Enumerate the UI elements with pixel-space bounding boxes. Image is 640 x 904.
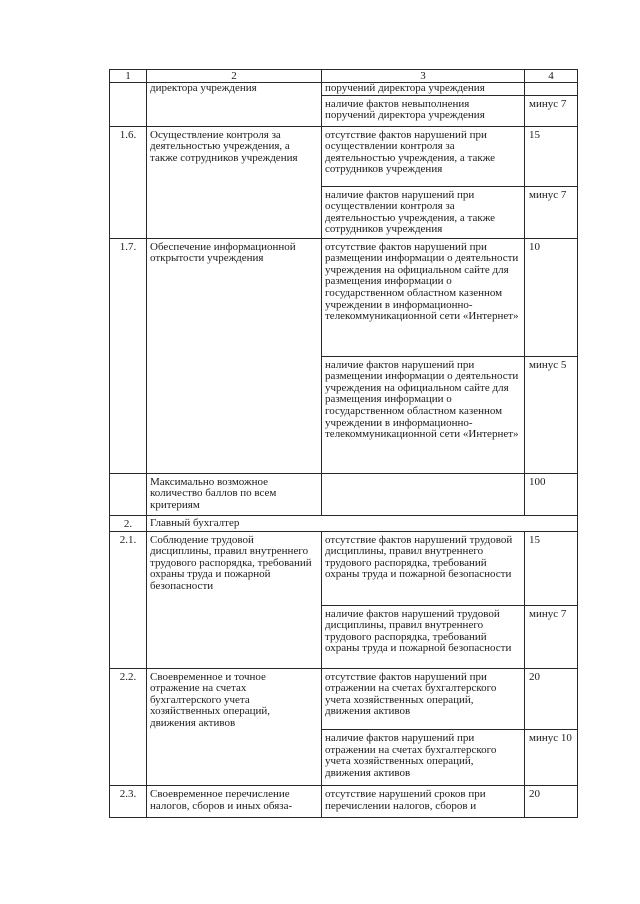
table-row: [110, 186, 578, 238]
criterion-condition: отсутствие фактов нарушений при осуществлении контроля за деятельностью учреждения, а также сотрудников учреждения: [322, 126, 525, 186]
column-number-4: 4: [525, 70, 578, 83]
criterion-name: Обеспечение информационной открытости учреждения: [147, 238, 322, 356]
item-number: [110, 83, 147, 96]
table-row: [110, 95, 578, 126]
item-number: 2.3.: [110, 786, 147, 818]
criterion-points: 15: [525, 126, 578, 186]
criterion-name: Соблюдение трудовой дисциплины, правил внутреннего трудового распорядка, требований охраны труда и пожарной безопасности: [147, 531, 322, 605]
criterion-condition: отсутствие нарушений сроков при перечислении налогов, сборов и: [322, 786, 525, 818]
table-row: [110, 356, 578, 473]
criterion-name: [147, 730, 322, 786]
column-number-3: 3: [322, 70, 525, 83]
criterion-condition: отсутствие фактов нарушений при размещении информации о деятельности учреждения на официальном сайте для размещения информации о государственном областном казенном учреждении в информационно-телекоммуникационной сети «Интернет»: [322, 238, 525, 356]
criterion-points: минус 7: [525, 186, 578, 238]
criterion-name: [147, 605, 322, 668]
column-number-2: 2: [147, 70, 322, 83]
total-label: Максимально возможное количество баллов по всем критериям: [147, 473, 322, 515]
column-number-row: [110, 70, 578, 83]
criterion-name: Своевременное и точное отражение на счетах бухгалтерского учета хозяйственных операций, движения активов: [147, 668, 322, 729]
criterion-condition: отсутствие фактов нарушений при отражении на счетах бухгалтерского учета хозяйственных операций, движения активов: [322, 668, 525, 729]
criterion-condition: наличие фактов нарушений при осуществлении контроля за деятельностью учреждения, а также сотрудников учреждения: [322, 186, 525, 238]
total-points: 100: [525, 473, 578, 515]
criterion-condition: наличие фактов нарушений при отражении на счетах бухгалтерского учета хозяйственных операций, движения активов: [322, 730, 525, 786]
table-row: [110, 238, 578, 356]
criterion-name: Осуществление контроля за деятельностью учреждения, а также сотрудников учреждения: [147, 126, 322, 186]
table-row: [110, 668, 578, 729]
table-row: [110, 730, 578, 786]
criteria-table: [109, 69, 578, 818]
item-number: [110, 95, 147, 126]
table-row: [110, 605, 578, 668]
criterion-name: [147, 95, 322, 126]
criterion-points: минус 7: [525, 95, 578, 126]
item-number: [110, 186, 147, 238]
item-number: 1.6.: [110, 126, 147, 186]
section-number: 2.: [110, 515, 147, 531]
criterion-points: 10: [525, 238, 578, 356]
criterion-name: Своевременное перечисление налогов, сборов и иных обяза-: [147, 786, 322, 818]
criterion-points: 20: [525, 668, 578, 729]
item-number: [110, 473, 147, 515]
item-number: 1.7.: [110, 238, 147, 356]
table-row: [110, 126, 578, 186]
criterion-points: 15: [525, 531, 578, 605]
table-row: [110, 473, 578, 515]
table-row: [110, 83, 578, 96]
criterion-condition: поручений директора учреждения: [322, 83, 525, 96]
criterion-points: минус 10: [525, 730, 578, 786]
criterion-name: [147, 356, 322, 473]
table-row: [110, 531, 578, 605]
criterion-points: минус 5: [525, 356, 578, 473]
item-number: [110, 730, 147, 786]
criterion-points: минус 7: [525, 605, 578, 668]
criterion-condition: наличие фактов нарушений трудовой дисциплины, правил внутреннего трудового распорядка, требований охраны труда и пожарной безопасности: [322, 605, 525, 668]
item-number: [110, 356, 147, 473]
item-number: 2.1.: [110, 531, 147, 605]
section-row: [110, 515, 578, 531]
item-number: [110, 605, 147, 668]
item-number: 2.2.: [110, 668, 147, 729]
criterion-condition: наличие фактов невыполнения поручений директора учреждения: [322, 95, 525, 126]
criterion-condition: наличие фактов нарушений при размещении информации о деятельности учреждения на официальном сайте для размещения информации о государственном областном казенном учреждении в информационно-телекоммуникационной сети «Интернет»: [322, 356, 525, 473]
criterion-points: 20: [525, 786, 578, 818]
criterion-points: [525, 83, 578, 96]
criterion-condition: отсутствие фактов нарушений трудовой дисциплины, правил внутреннего трудового распорядка, требований охраны труда и пожарной безопасности: [322, 531, 525, 605]
criterion-name: [147, 186, 322, 238]
criterion-name: директора учреждения: [147, 83, 322, 96]
section-title: Главный бухгалтер: [147, 515, 578, 531]
criterion-condition: [322, 473, 525, 515]
column-number-1: 1: [110, 70, 147, 83]
table-row: [110, 786, 578, 818]
